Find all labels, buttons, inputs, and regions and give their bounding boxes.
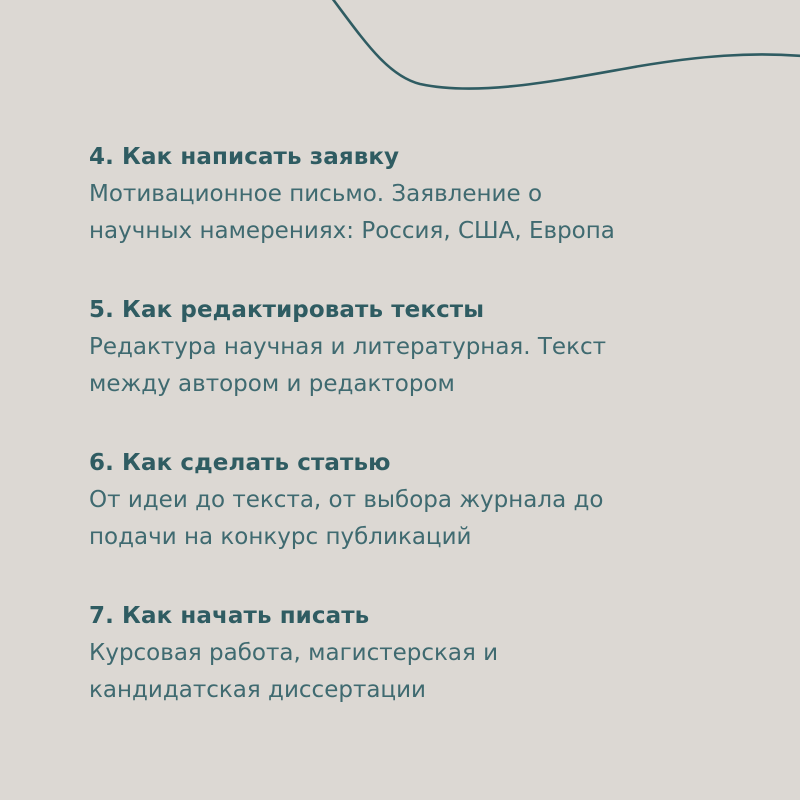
topic-item-4 [89,139,769,250]
topic-description: Редактура научная и литературная. Текст между автором и редактором [89,334,607,397]
topics-list [89,139,769,751]
topic-title: 4. Как написать заявку [89,144,400,170]
topic-description: От идеи до текста, от выбора журнала до подачи на конкурс публикаций [89,487,604,550]
topic-title: 5. Как редактировать тексты [89,297,485,323]
topic-item-6 [89,445,769,556]
topic-title: 6. Как сделать статью [89,450,391,476]
topic-description: Мотивационное письмо. Заявление о научных намерениях: Россия, США, Европа [89,181,615,244]
topic-item-7 [89,598,769,709]
topic-title: 7. Как начать писать [89,603,370,629]
topic-description: Курсовая работа, магистерская и кандидатская диссертации [89,640,499,703]
topic-item-5 [89,292,769,403]
